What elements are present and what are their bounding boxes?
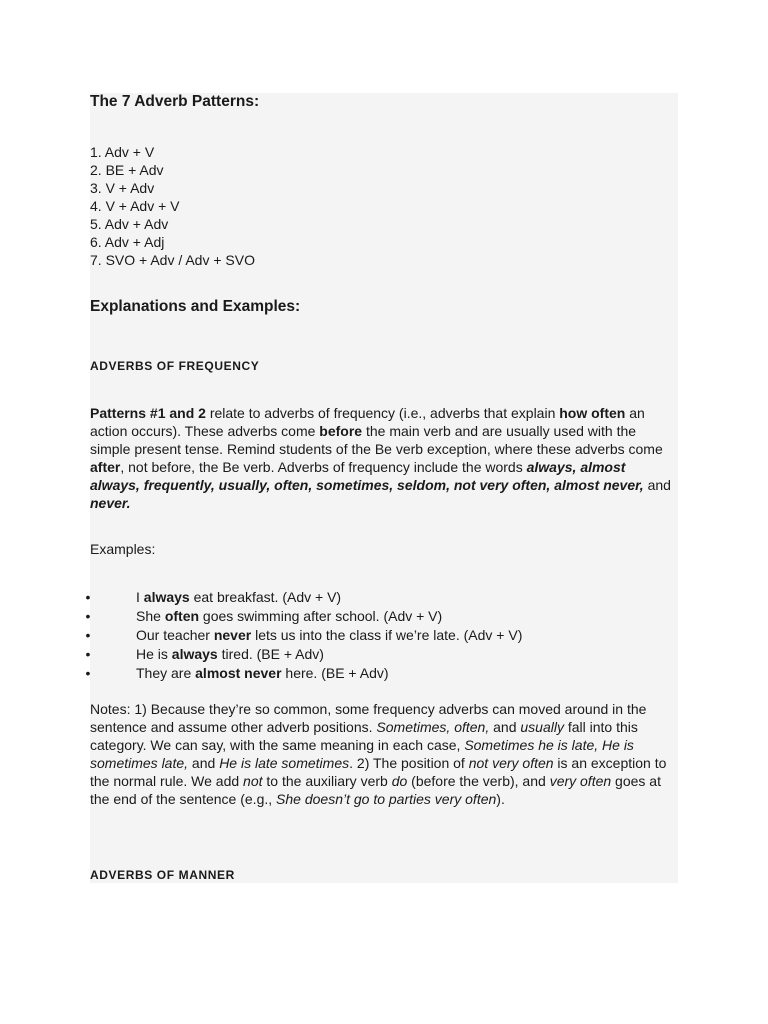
paragraph-bold-text: how often <box>559 405 626 421</box>
bullet-icon: • <box>85 646 91 662</box>
pattern-item: 7. SVO + Adv / Adv + SVO <box>90 252 255 268</box>
example-adverb: always <box>143 589 190 605</box>
paragraph-text: and <box>489 719 521 735</box>
paragraph-italic-text: He is late sometimes <box>219 755 350 771</box>
example-text: They are <box>136 665 196 681</box>
paragraph-text: fall into this category. We can say, with the same meaning in each case, <box>90 719 638 753</box>
section-heading-frequency: ADVERBS OF FREQUENCY <box>90 359 260 373</box>
paragraph-text: relate to adverbs of frequency (i.e., adverbs that explain <box>205 405 560 421</box>
section-heading-manner: ADVERBS OF MANNER <box>90 868 235 882</box>
example-text: She <box>136 608 165 624</box>
paragraph-text: to the auxiliary verb <box>262 773 392 789</box>
pattern-item: 4. V + Adv + V <box>90 198 180 214</box>
list-item <box>90 626 522 645</box>
example-adverb: almost never <box>195 665 282 681</box>
paragraph-text: ). <box>496 791 505 807</box>
example-text: Our teacher <box>136 627 214 643</box>
example-text: eat breakfast. (Adv + V) <box>189 589 342 605</box>
paragraph-text: , not before, the Be verb. Adverbs of frequency include the words <box>120 459 527 475</box>
pattern-item: 6. Adv + Adj <box>90 234 165 250</box>
pattern-item: 2. BE + Adv <box>90 162 164 178</box>
bullet-icon: • <box>85 589 91 605</box>
paragraph-bold-text: Patterns #1 and 2 <box>90 405 206 421</box>
explanations-heading: Explanations and Examples: <box>90 298 301 315</box>
bullet-icon: • <box>85 608 91 624</box>
paragraph-italic-text: She doesn’t go to parties very often <box>276 791 497 807</box>
pattern-item: 1. Adv + V <box>90 144 155 160</box>
example-text: I <box>136 589 144 605</box>
paragraph-text: Notes: 1) Because they’re so common, some frequency adverbs can moved around in the sentence and assume other adverb positions. <box>90 701 647 735</box>
list-item <box>90 607 522 626</box>
bullet-column <box>84 588 92 683</box>
example-adverb: often <box>164 608 200 624</box>
example-text: lets us into the class if we’re late. (Adv + V) <box>251 627 523 643</box>
paragraph-italic-text: usually <box>520 719 564 735</box>
list-item <box>90 645 522 664</box>
paragraph-bold-italic-text: always, almost always, frequently, usually, often, sometimes, seldom, not very often, almost never, <box>90 459 644 493</box>
paragraph-text: goes at the end of the sentence (e.g., <box>90 773 661 807</box>
document-page <box>90 93 678 883</box>
paragraph-text: and <box>188 755 220 771</box>
paragraph-bold-italic-text: never. <box>90 495 131 511</box>
notes-paragraph <box>90 700 678 808</box>
paragraph-italic-text: Sometimes, often, <box>376 719 490 735</box>
paragraph-italic-text: Sometimes he is late, He is sometimes late, <box>90 737 634 771</box>
list-item <box>90 588 522 607</box>
paragraph-text: and <box>643 477 671 493</box>
paragraph-italic-text: very often <box>549 773 612 789</box>
pattern-item: 5. Adv + Adv <box>90 216 169 232</box>
example-text: tired. (BE + Adv) <box>217 646 324 662</box>
paragraph-bold-text: before <box>319 423 363 439</box>
bullet-icon: • <box>85 627 91 643</box>
example-adverb: always <box>171 646 218 662</box>
examples-label: Examples: <box>90 541 156 557</box>
pattern-item: 3. V + Adv <box>90 180 155 196</box>
example-text: He is <box>136 646 172 662</box>
examples-list <box>90 588 522 683</box>
paragraph-italic-text: do <box>391 773 408 789</box>
example-adverb: never <box>213 627 252 643</box>
list-item <box>90 664 522 683</box>
page-title: The 7 Adverb Patterns: <box>90 93 260 110</box>
paragraph-italic-text: not very often <box>468 755 554 771</box>
paragraph-text: is an exception to the normal rule. We add <box>90 755 667 789</box>
paragraph-text: the main verb and are usually used with the simple present tense. Remind students of the Be verb exception, where these adverbs come <box>90 423 663 457</box>
bullet-icon: • <box>85 665 91 681</box>
pattern-list <box>90 143 255 269</box>
example-text: goes swimming after school. (Adv + V) <box>199 608 443 624</box>
frequency-paragraph <box>90 404 678 512</box>
example-text: here. (BE + Adv) <box>281 665 389 681</box>
paragraph-text: . 2) The position of <box>349 755 469 771</box>
paragraph-text: an action occurs). These adverbs come <box>90 405 645 439</box>
paragraph-bold-text: after <box>90 459 121 475</box>
paragraph-text: (before the verb), and <box>407 773 550 789</box>
paragraph-italic-text: not <box>243 773 263 789</box>
